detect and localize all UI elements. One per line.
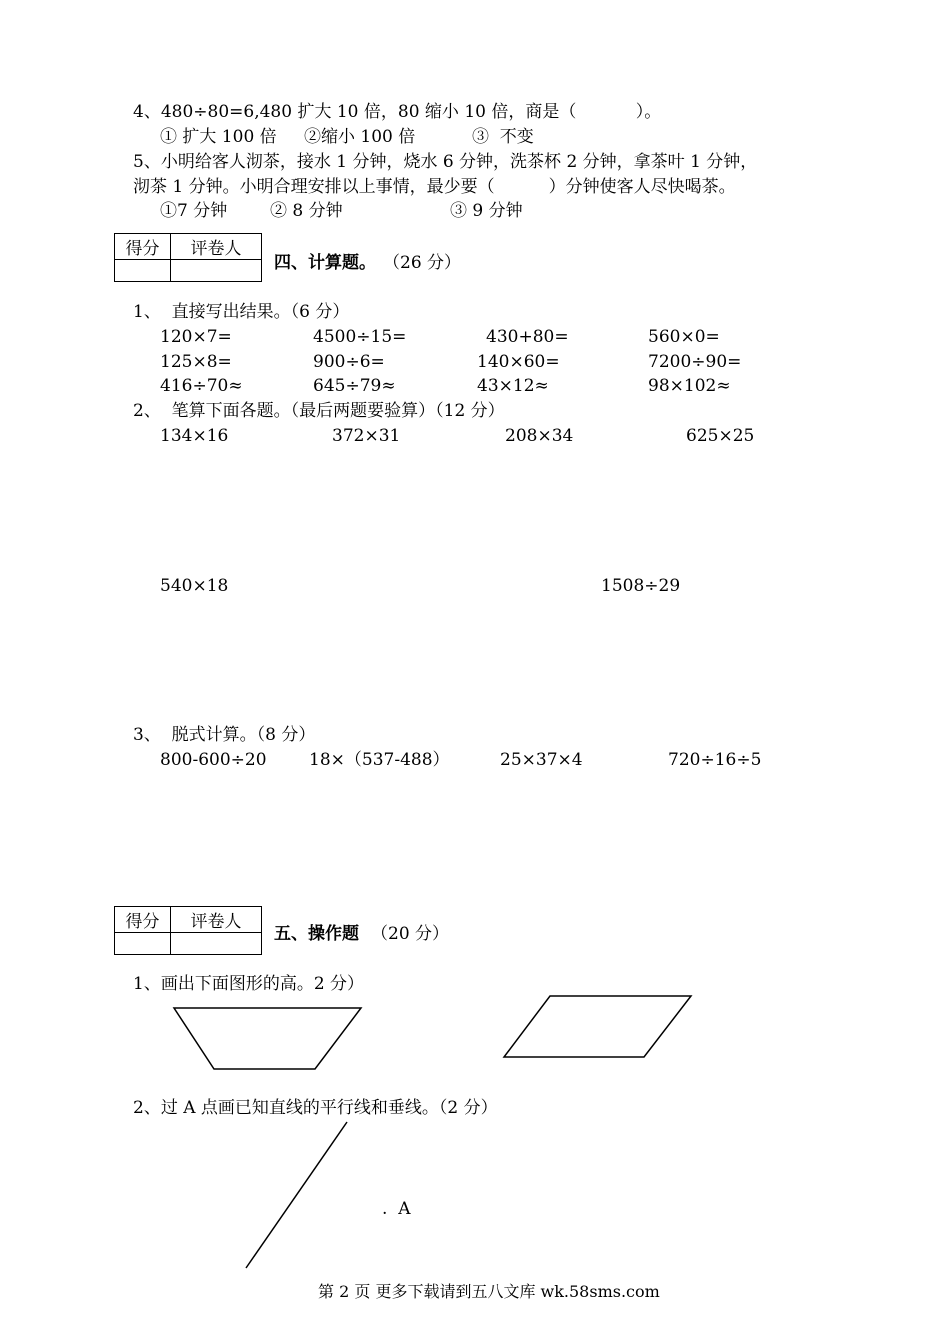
written-calc-item: 134×16 — [160, 426, 229, 446]
op-sub2-label: 2、过 A 点画已知直线的平行线和垂线。（2 分） — [133, 1098, 498, 1118]
section5-title: 五、操作题 — [274, 924, 359, 944]
op-sub1-label: 1、画出下面图形的高。2 分） — [133, 974, 365, 994]
written-calc-item: 372×31 — [332, 426, 401, 446]
calc-item: 560×0= — [648, 327, 720, 347]
parallelogram-figure — [504, 996, 691, 1057]
calc-item: 4500÷15= — [313, 327, 407, 347]
sub3-label: 3、 脱式计算。（8 分） — [133, 725, 316, 745]
q5-text-line1: 5、小明给客人沏茶，接水 1 分钟，烧水 6 分钟，洗茶杯 2 分钟，拿茶叶 1 分钟， — [133, 152, 758, 172]
score-label: 得分 — [115, 234, 171, 260]
calc-item: 98×102≈ — [648, 376, 731, 396]
written-calc-item: 1508÷29 — [601, 576, 681, 596]
q5-option-3: ③ 9 分钟 — [450, 201, 523, 221]
stepwise-item: 25×37×4 — [500, 750, 583, 770]
calc-item: 430+80= — [486, 327, 569, 347]
given-line — [246, 1122, 347, 1268]
score-label: 得分 — [115, 907, 171, 933]
stepwise-item: 800-600÷20 — [160, 750, 267, 770]
calc-item: 43×12≈ — [477, 376, 549, 396]
calc-item: 125×8= — [160, 352, 232, 372]
sub2-label: 2、 笔算下面各题。（最后两题要验算）（12 分） — [133, 401, 505, 421]
point-a-label: . A — [382, 1199, 411, 1219]
q5-text-line2: 沏茶 1 分钟。小明合理安排以上事情，最少要（ ）分钟使客人尽快喝茶。 — [133, 177, 736, 197]
q4-text: 4、480÷80=6,480 扩大 10 倍，80 缩小 10 倍，商是（ ）。 — [133, 102, 662, 122]
stepwise-item: 720÷16÷5 — [668, 750, 762, 770]
calc-item: 140×60= — [477, 352, 560, 372]
q4-option-3: ③ 不变 — [472, 127, 534, 147]
section4-title: 四、计算题。 — [274, 253, 376, 273]
q5-option-2: ② 8 分钟 — [270, 201, 343, 221]
calc-item: 900÷6= — [313, 352, 385, 372]
page-footer: 第 2 页 更多下载请到五八文库 wk.58sms.com — [318, 1282, 660, 1301]
written-calc-item: 208×34 — [505, 426, 574, 446]
written-calc-item: 625×25 — [686, 426, 755, 446]
calc-item: 120×7= — [160, 327, 232, 347]
sub1-label: 1、 直接写出结果。（6 分） — [133, 302, 350, 322]
calc-item: 416÷70≈ — [160, 376, 243, 396]
written-calc-item: 540×18 — [160, 576, 229, 596]
section4-points: （26 分） — [383, 253, 462, 273]
section5-points: （20 分） — [371, 924, 450, 944]
q5-option-1: ①7 分钟 — [160, 201, 228, 221]
q4-option-2: ②缩小 100 倍 — [304, 127, 416, 147]
grader-label: 评卷人 — [171, 234, 262, 260]
calc-item: 7200÷90= — [648, 352, 742, 372]
trapezoid-figure — [174, 1008, 361, 1069]
calc-item: 645÷79≈ — [313, 376, 396, 396]
grader-label: 评卷人 — [171, 907, 262, 933]
stepwise-item: 18×（537-488） — [309, 750, 450, 770]
q4-option-1: ① 扩大 100 倍 — [160, 127, 277, 147]
